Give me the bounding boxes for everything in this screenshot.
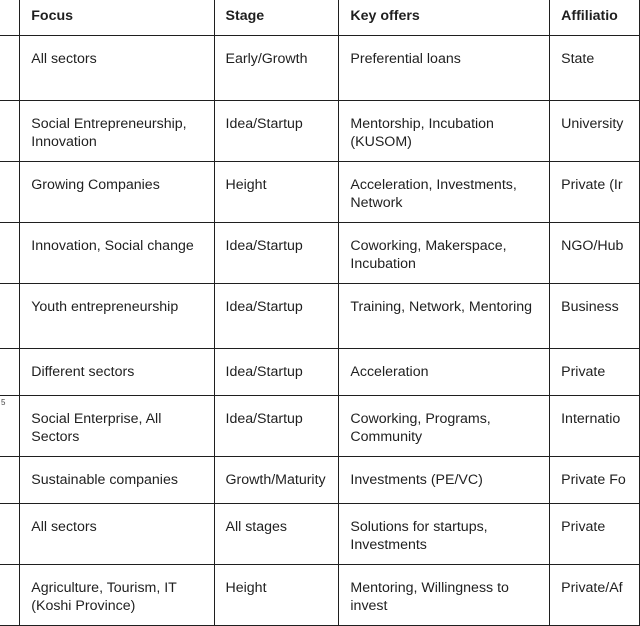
row-lead-cell	[0, 36, 20, 101]
cell-key-offers: Acceleration, Investments, Network	[339, 162, 550, 223]
cell-stage: Idea/Startup	[214, 223, 339, 284]
cell-focus: Youth entrepreneurship	[20, 284, 214, 349]
table-row	[0, 504, 640, 565]
cell-key-offers: Training, Network, Mentoring	[339, 284, 550, 349]
row-lead-cell	[0, 101, 20, 162]
header-affiliation: Affiliatio	[550, 0, 640, 36]
table-header-row	[0, 0, 640, 36]
table-row	[0, 223, 640, 284]
cell-stage: All stages	[214, 504, 339, 565]
cell-stage: Height	[214, 162, 339, 223]
cell-focus: Growing Companies	[20, 162, 214, 223]
cell-focus: Innovation, Social change	[20, 223, 214, 284]
cell-stage: Idea/Startup	[214, 396, 339, 457]
cell-affiliation: Private Fo	[550, 457, 640, 504]
table-row	[0, 36, 640, 101]
cell-affiliation: State	[550, 36, 640, 101]
cell-stage: Idea/Startup	[214, 101, 339, 162]
cell-key-offers: Coworking, Programs, Community	[339, 396, 550, 457]
cell-affiliation: Private	[550, 504, 640, 565]
row-lead-cell	[0, 284, 20, 349]
row-lead-cell	[0, 162, 20, 223]
cell-key-offers: Mentorship, Incubation (KUSOM)	[339, 101, 550, 162]
cell-affiliation: Private/Af	[550, 565, 640, 626]
row-lead-cell	[0, 457, 20, 504]
row-lead-cell	[0, 565, 20, 626]
table-row	[0, 349, 640, 396]
cell-affiliation: University	[550, 101, 640, 162]
cell-affiliation: Private	[550, 349, 640, 396]
table-row	[0, 162, 640, 223]
cell-key-offers: Preferential loans	[339, 36, 550, 101]
table-row	[0, 457, 640, 504]
cell-affiliation: Business	[550, 284, 640, 349]
cell-affiliation: NGO/Hub	[550, 223, 640, 284]
row-lead-cell	[0, 223, 20, 284]
header-key-offers: Key offers	[339, 0, 550, 36]
cell-stage: Idea/Startup	[214, 284, 339, 349]
cell-focus: Agriculture, Tourism, IT (Koshi Province)	[20, 565, 214, 626]
row-lead-cell	[0, 349, 20, 396]
cell-focus: All sectors	[20, 36, 214, 101]
table-row	[0, 396, 640, 457]
cell-key-offers: Solutions for startups, Investments	[339, 504, 550, 565]
header-lead-cell	[0, 0, 20, 36]
header-stage: Stage	[214, 0, 339, 36]
cell-key-offers: Mentoring, Willingness to invest	[339, 565, 550, 626]
cell-affiliation: Internatio	[550, 396, 640, 457]
cell-stage: Growth/Maturity	[214, 457, 339, 504]
table-row	[0, 565, 640, 626]
cell-affiliation: Private (Ir	[550, 162, 640, 223]
cell-stage: Height	[214, 565, 339, 626]
cell-key-offers: Investments (PE/VC)	[339, 457, 550, 504]
cell-key-offers: Coworking, Makerspace, Incubation	[339, 223, 550, 284]
row-lead-cell	[0, 504, 20, 565]
cell-focus: Social Entrepreneurship, Innovation	[20, 101, 214, 162]
cell-focus: Social Enterprise, All Sectors	[20, 396, 214, 457]
row-lead-cell	[0, 396, 20, 457]
table-row	[0, 101, 640, 162]
cell-focus: Different sectors	[20, 349, 214, 396]
cell-focus: Sustainable companies	[20, 457, 214, 504]
cell-focus: All sectors	[20, 504, 214, 565]
cell-key-offers: Acceleration	[339, 349, 550, 396]
cell-stage: Idea/Startup	[214, 349, 339, 396]
table-row	[0, 284, 640, 349]
header-focus: Focus	[20, 0, 214, 36]
row-lead-mark: 5	[1, 398, 6, 407]
cell-stage: Early/Growth	[214, 36, 339, 101]
